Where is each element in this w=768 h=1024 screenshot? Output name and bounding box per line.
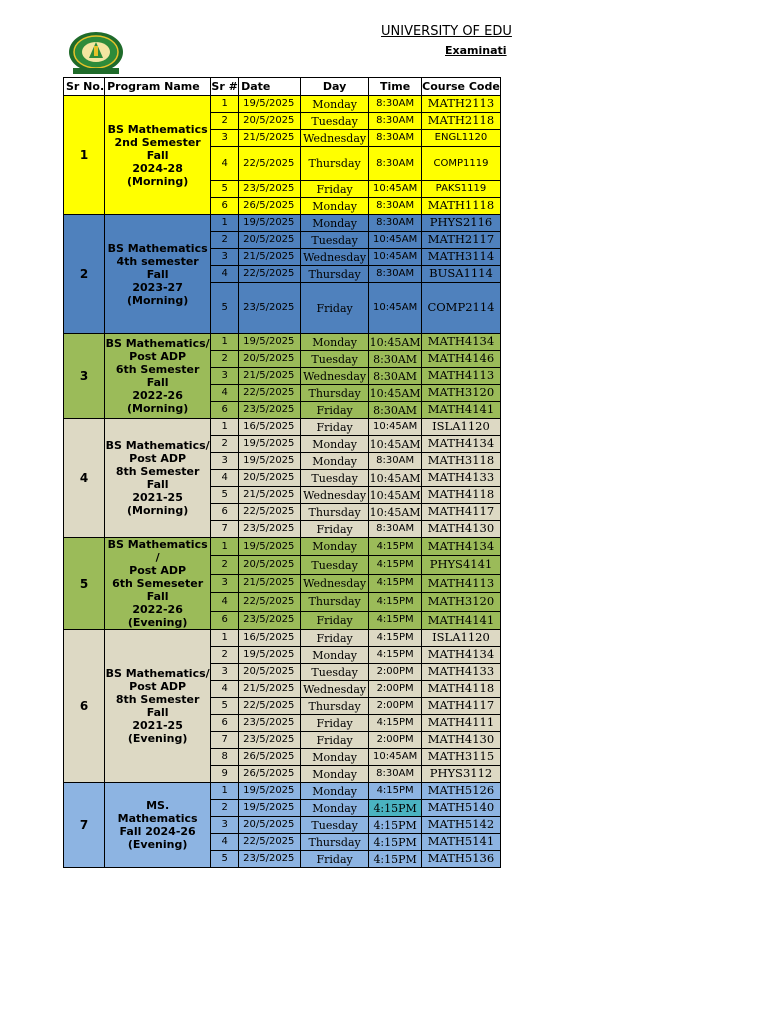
table-row xyxy=(64,783,501,800)
exam-date: 26/5/2025 xyxy=(239,749,301,766)
exam-date: 22/5/2025 xyxy=(239,834,301,851)
exam-day: Thursday xyxy=(301,504,369,521)
exam-date: 23/5/2025 xyxy=(239,181,301,198)
exam-time: 10:45AM xyxy=(369,181,422,198)
exam-day: Wednesday xyxy=(301,574,369,592)
program-name-line: BS Mathematics/ xyxy=(105,439,210,452)
program-name-line: BS Mathematics/ xyxy=(105,337,210,350)
program-name-line: (Morning) xyxy=(126,293,189,307)
exam-time: 8:30AM xyxy=(369,351,422,368)
course-code: PHYS4141 xyxy=(422,556,501,574)
course-sr-number: 5 xyxy=(211,181,239,198)
exam-time: 8:30AM xyxy=(369,113,422,130)
exam-day: Tuesday xyxy=(301,817,369,834)
exam-time: 8:30AM xyxy=(369,368,422,385)
exam-time: 8:30AM xyxy=(369,147,422,181)
course-code: ISLA1120 xyxy=(422,419,501,436)
course-code: PAKS1119 xyxy=(422,181,501,198)
program-name xyxy=(105,96,211,215)
exam-date: 21/5/2025 xyxy=(239,681,301,698)
program-name xyxy=(105,630,211,783)
course-code: MATH5142 xyxy=(422,817,501,834)
course-code: MATH4134 xyxy=(422,538,501,556)
exam-time: 4:15PM xyxy=(369,538,422,556)
exam-time: 4:15PM xyxy=(369,800,422,817)
course-code: MATH5141 xyxy=(422,834,501,851)
exam-time: 8:30AM xyxy=(369,453,422,470)
exam-date: 22/5/2025 xyxy=(239,266,301,283)
university-title: UNIVERSITY OF EDU xyxy=(381,24,512,39)
exam-time: 8:30AM xyxy=(369,198,422,215)
exam-time: 10:45AM xyxy=(369,749,422,766)
program-name-line: BS Mathematics / xyxy=(107,538,208,564)
program-sr-no: 4 xyxy=(64,419,105,538)
exam-day: Friday xyxy=(301,419,369,436)
course-sr-number: 4 xyxy=(211,147,239,181)
exam-date: 22/5/2025 xyxy=(239,147,301,181)
program-name-line: 2nd Semester Fall xyxy=(114,135,201,162)
course-sr-number: 6 xyxy=(211,715,239,732)
exam-date: 19/5/2025 xyxy=(239,334,301,351)
exam-day: Wednesday xyxy=(301,487,369,504)
course-sr-number: 1 xyxy=(211,630,239,647)
exam-time: 8:30AM xyxy=(369,130,422,147)
exam-time: 10:45AM xyxy=(369,386,421,400)
exam-day: Monday xyxy=(301,96,369,113)
exam-date: 22/5/2025 xyxy=(239,593,301,611)
exam-day: Thursday xyxy=(301,385,369,402)
exam-date: 19/5/2025 xyxy=(239,96,301,113)
course-code: MATH4134 xyxy=(422,436,501,453)
exam-time: 8:30AM xyxy=(369,266,422,283)
exam-day: Friday xyxy=(301,283,369,334)
header-program-name: Program Name xyxy=(105,78,211,96)
exam-day: Thursday xyxy=(301,593,369,611)
exam-day: Monday xyxy=(301,783,369,800)
course-sr-number: 7 xyxy=(211,521,239,538)
exam-date: 23/5/2025 xyxy=(239,732,301,749)
exam-date: 21/5/2025 xyxy=(239,368,301,385)
table-row xyxy=(64,334,501,351)
course-code: MATH4113 xyxy=(422,368,501,385)
exam-date: 22/5/2025 xyxy=(239,504,301,521)
exam-day: Monday xyxy=(301,453,369,470)
program-sr-no: 7 xyxy=(64,783,105,868)
program-name xyxy=(105,783,211,868)
course-sr-number: 7 xyxy=(211,732,239,749)
exam-day: Friday xyxy=(301,851,369,868)
exam-time: 4:15PM xyxy=(369,556,422,574)
exam-time: 10:45AM xyxy=(369,335,421,349)
course-sr-number: 2 xyxy=(211,232,239,249)
exam-time: 10:45AM xyxy=(369,232,422,249)
program-name xyxy=(105,334,211,419)
exam-date: 23/5/2025 xyxy=(239,283,301,334)
exam-day: Wednesday xyxy=(301,368,369,385)
course-code: MATH4111 xyxy=(422,715,501,732)
course-code: PHYS2116 xyxy=(422,215,501,232)
exam-day: Friday xyxy=(301,715,369,732)
exam-date: 21/5/2025 xyxy=(239,574,301,592)
exam-time: 2:00PM xyxy=(369,698,422,715)
course-sr-number: 3 xyxy=(211,368,239,385)
exam-date: 20/5/2025 xyxy=(239,113,301,130)
exam-time: 4:15PM xyxy=(369,783,422,800)
course-code: MATH4113 xyxy=(422,574,501,592)
course-sr-number: 4 xyxy=(211,266,239,283)
exam-time: 4:15PM xyxy=(369,851,422,868)
course-code: MATH2118 xyxy=(422,113,501,130)
program-name-line: Post ADP xyxy=(129,452,187,465)
program-name-line: BS Mathematics xyxy=(107,241,208,255)
program-name-line: 2021-25 xyxy=(132,491,183,504)
course-sr-number: 2 xyxy=(211,800,239,817)
course-sr-number: 6 xyxy=(211,402,239,419)
program-name xyxy=(105,538,211,630)
exam-time: 4:15PM xyxy=(369,817,422,834)
exam-day: Monday xyxy=(301,538,369,556)
exam-day: Monday xyxy=(301,436,369,453)
table-row xyxy=(64,538,501,556)
exam-day: Tuesday xyxy=(301,556,369,574)
exam-day: Friday xyxy=(301,630,369,647)
exam-date: 20/5/2025 xyxy=(239,351,301,368)
course-sr-number: 3 xyxy=(211,574,239,592)
exam-date: 22/5/2025 xyxy=(239,385,301,402)
exam-day: Wednesday xyxy=(301,249,369,266)
course-sr-number: 3 xyxy=(211,453,239,470)
program-name-line: BS Mathematics/ xyxy=(105,667,210,680)
exam-date: 19/5/2025 xyxy=(239,538,301,556)
exam-day: Tuesday xyxy=(301,113,369,130)
table-row xyxy=(64,630,501,647)
exam-date: 19/5/2025 xyxy=(239,215,301,232)
exam-day: Tuesday xyxy=(301,470,369,487)
exam-day: Tuesday xyxy=(301,664,369,681)
course-code: MATH4134 xyxy=(422,647,501,664)
exam-date: 20/5/2025 xyxy=(239,470,301,487)
exam-date: 19/5/2025 xyxy=(239,783,301,800)
course-code: PHYS3112 xyxy=(422,766,501,783)
exam-time: 10:45AM xyxy=(369,249,422,266)
university-logo xyxy=(67,30,125,75)
exam-time: 4:15PM xyxy=(369,611,422,629)
course-sr-number: 5 xyxy=(211,698,239,715)
course-code: MATH4134 xyxy=(422,334,501,351)
course-code: MATH1118 xyxy=(422,198,501,215)
exam-date: 23/5/2025 xyxy=(239,715,301,732)
course-sr-number: 1 xyxy=(211,96,239,113)
course-sr-number: 2 xyxy=(211,351,239,368)
course-code: BUSA1114 xyxy=(422,266,501,283)
course-code: MATH4146 xyxy=(422,351,501,368)
exam-day: Tuesday xyxy=(301,232,369,249)
sheet-subtitle: Examinati xyxy=(445,44,507,57)
program-name-line: 2021-25 xyxy=(132,719,183,732)
course-code: MATH4118 xyxy=(422,487,501,504)
program-sr-no: 1 xyxy=(64,96,105,215)
program-name-line: (Morning) xyxy=(126,504,189,517)
program-sr-no: 6 xyxy=(64,630,105,783)
exam-time: 4:15PM xyxy=(369,647,422,664)
exam-day: Wednesday xyxy=(301,681,369,698)
course-sr-number: 3 xyxy=(211,249,239,266)
exam-day: Monday xyxy=(301,766,369,783)
course-code: MATH4133 xyxy=(422,470,501,487)
course-code: MATH2117 xyxy=(422,232,501,249)
exam-day: Friday xyxy=(301,732,369,749)
course-sr-number: 4 xyxy=(211,834,239,851)
course-code: ENGL1120 xyxy=(422,130,501,147)
exam-day: Friday xyxy=(301,521,369,538)
program-name-line: Post ADP xyxy=(129,680,187,693)
header-day: Day xyxy=(301,78,369,96)
program-name-line: 2024-28 xyxy=(132,161,183,175)
exam-date: 16/5/2025 xyxy=(239,419,301,436)
header-date: Date xyxy=(239,78,301,96)
exam-time: 4:15PM xyxy=(369,630,422,647)
program-name-line: 8th Semester Fall xyxy=(115,693,200,719)
program-name-line: Fall 2024-26 xyxy=(119,825,196,838)
program-name-line: 2022-26 xyxy=(132,389,183,402)
program-name xyxy=(105,419,211,538)
exam-time: 8:30AM xyxy=(369,215,422,232)
course-sr-number: 5 xyxy=(211,283,239,334)
course-code: MATH3120 xyxy=(422,593,501,611)
course-code: MATH2113 xyxy=(422,96,501,113)
course-code: MATH4130 xyxy=(422,521,501,538)
program-name-line: BS Mathematics xyxy=(107,122,208,136)
table-row xyxy=(64,96,501,113)
course-sr-number: 5 xyxy=(211,851,239,868)
exam-day: Friday xyxy=(301,611,369,629)
exam-time: 8:30AM xyxy=(369,521,422,538)
program-name-line: Post ADP xyxy=(129,350,187,363)
table-row xyxy=(64,215,501,232)
exam-time: 8:30AM xyxy=(369,96,422,113)
course-sr-number: 3 xyxy=(211,664,239,681)
course-sr-number: 2 xyxy=(211,647,239,664)
exam-time: 10:45AM xyxy=(369,471,421,485)
exam-day: Monday xyxy=(301,334,369,351)
program-name-line: MS. Mathematics xyxy=(117,799,198,825)
course-code: MATH5140 xyxy=(422,800,501,817)
course-sr-number: 4 xyxy=(211,470,239,487)
course-sr-number: 3 xyxy=(211,130,239,147)
exam-time: 2:00PM xyxy=(369,681,422,698)
course-code: MATH4141 xyxy=(422,611,501,629)
exam-time: 10:45AM xyxy=(369,488,421,502)
course-code: MATH4130 xyxy=(422,732,501,749)
header-time: Time xyxy=(369,78,422,96)
course-code: MATH4141 xyxy=(422,402,501,419)
exam-date: 20/5/2025 xyxy=(239,817,301,834)
course-sr-number: 6 xyxy=(211,504,239,521)
course-code: ISLA1120 xyxy=(422,630,501,647)
course-sr-number: 6 xyxy=(211,611,239,629)
exam-time: 8:30AM xyxy=(369,402,422,419)
course-code: MATH4133 xyxy=(422,664,501,681)
program-name-line: (Morning) xyxy=(126,174,189,188)
program-name-line: 2022-26 xyxy=(132,603,183,616)
exam-time: 10:45AM xyxy=(369,505,421,519)
course-sr-number: 4 xyxy=(211,593,239,611)
exam-time: 2:00PM xyxy=(369,664,422,681)
course-sr-number: 6 xyxy=(211,198,239,215)
exam-day: Monday xyxy=(301,800,369,817)
course-code: MATH4117 xyxy=(422,504,501,521)
course-code: MATH4118 xyxy=(422,681,501,698)
exam-day: Thursday xyxy=(301,834,369,851)
program-name-line: 8th Semester Fall xyxy=(115,465,200,491)
exam-time: 4:15PM xyxy=(369,834,422,851)
course-sr-number: 1 xyxy=(211,215,239,232)
course-code: MATH5126 xyxy=(422,783,501,800)
header-sr-hash: Sr # xyxy=(211,78,239,96)
exam-day: Monday xyxy=(301,749,369,766)
course-code: MATH5136 xyxy=(422,851,501,868)
header-row xyxy=(64,78,501,96)
exam-day: Friday xyxy=(301,181,369,198)
program-name-line: (Evening) xyxy=(127,732,188,745)
program-name-line: (Evening) xyxy=(127,838,188,851)
course-sr-number: 2 xyxy=(211,556,239,574)
exam-day: Monday xyxy=(301,647,369,664)
header-course-code: Course Code xyxy=(422,78,501,96)
program-name-line: Post ADP xyxy=(129,564,187,577)
course-sr-number: 1 xyxy=(211,538,239,556)
exam-time: 8:30AM xyxy=(369,766,422,783)
course-code: MATH3120 xyxy=(422,385,501,402)
course-sr-number: 2 xyxy=(211,113,239,130)
exam-day: Thursday xyxy=(301,147,369,181)
course-code: MATH3115 xyxy=(422,749,501,766)
table-row xyxy=(64,419,501,436)
program-name-line: 4th semester Fall xyxy=(116,254,199,281)
exam-date: 19/5/2025 xyxy=(239,800,301,817)
exam-date: 26/5/2025 xyxy=(239,198,301,215)
header-sr-no: Sr No. xyxy=(64,78,105,96)
exam-date: 19/5/2025 xyxy=(239,647,301,664)
exam-time: 4:15PM xyxy=(369,715,422,732)
exam-date: 20/5/2025 xyxy=(239,556,301,574)
program-name-line: 6th Semeseter Fall xyxy=(112,577,204,603)
course-sr-number: 1 xyxy=(211,334,239,351)
course-code: MATH4117 xyxy=(422,698,501,715)
exam-time: 4:15PM xyxy=(369,574,422,592)
exam-date: 19/5/2025 xyxy=(239,436,301,453)
exam-time: 2:00PM xyxy=(369,732,422,749)
exam-time: 10:45AM xyxy=(369,283,422,334)
program-name-line: (Evening) xyxy=(127,616,188,629)
exam-time: 4:15PM xyxy=(369,593,422,611)
program-name xyxy=(105,215,211,334)
exam-date: 20/5/2025 xyxy=(239,664,301,681)
exam-date: 23/5/2025 xyxy=(239,611,301,629)
exam-time: 10:45AM xyxy=(369,419,422,436)
program-sr-no: 2 xyxy=(64,215,105,334)
exam-day: Wednesday xyxy=(301,130,369,147)
course-code: COMP1119 xyxy=(422,147,501,181)
course-sr-number: 3 xyxy=(211,817,239,834)
exam-date: 22/5/2025 xyxy=(239,698,301,715)
exam-day: Monday xyxy=(301,215,369,232)
course-sr-number: 4 xyxy=(211,385,239,402)
exam-time: 10:45AM xyxy=(369,437,421,451)
course-code: MATH3114 xyxy=(422,249,501,266)
course-sr-number: 2 xyxy=(211,436,239,453)
exam-schedule-table xyxy=(63,77,501,868)
exam-day: Monday xyxy=(301,198,369,215)
exam-date: 21/5/2025 xyxy=(239,130,301,147)
exam-day: Tuesday xyxy=(301,351,369,368)
exam-date: 21/5/2025 xyxy=(239,249,301,266)
course-code: MATH3118 xyxy=(422,453,501,470)
exam-day: Friday xyxy=(301,402,369,419)
program-sr-no: 3 xyxy=(64,334,105,419)
program-name-line: (Morning) xyxy=(126,402,189,415)
program-name-line: 2023-27 xyxy=(132,280,183,294)
exam-date: 26/5/2025 xyxy=(239,766,301,783)
program-name-line: 6th Semester Fall xyxy=(115,363,200,389)
exam-date: 23/5/2025 xyxy=(239,402,301,419)
course-sr-number: 1 xyxy=(211,419,239,436)
course-sr-number: 9 xyxy=(211,766,239,783)
course-sr-number: 5 xyxy=(211,487,239,504)
exam-day: Thursday xyxy=(301,266,369,283)
exam-date: 23/5/2025 xyxy=(239,851,301,868)
exam-date: 21/5/2025 xyxy=(239,487,301,504)
course-code: COMP2114 xyxy=(422,283,501,334)
exam-date: 19/5/2025 xyxy=(239,453,301,470)
course-sr-number: 8 xyxy=(211,749,239,766)
exam-date: 16/5/2025 xyxy=(239,630,301,647)
exam-date: 20/5/2025 xyxy=(239,232,301,249)
program-sr-no: 5 xyxy=(64,538,105,630)
exam-day: Thursday xyxy=(301,698,369,715)
course-sr-number: 4 xyxy=(211,681,239,698)
exam-date: 23/5/2025 xyxy=(239,521,301,538)
course-sr-number: 1 xyxy=(211,783,239,800)
